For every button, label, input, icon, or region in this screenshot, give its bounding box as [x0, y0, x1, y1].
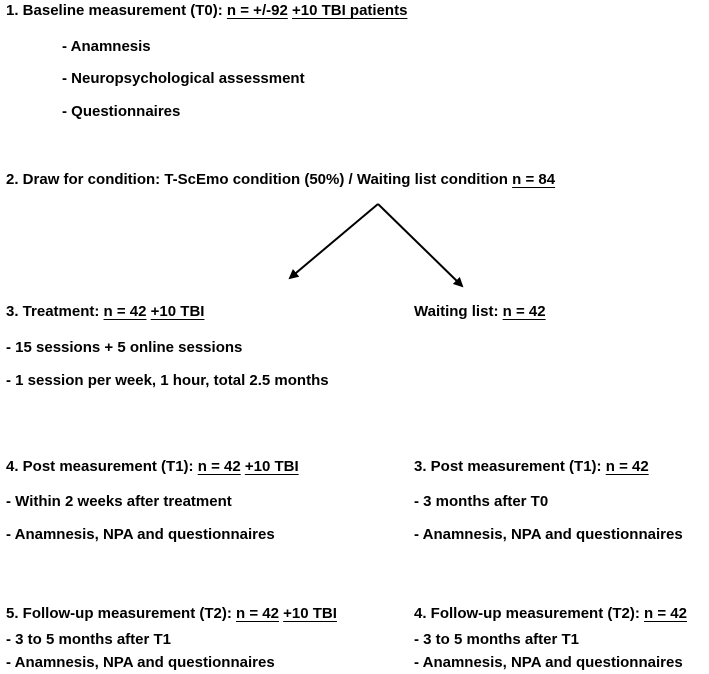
baseline-item-3: - Questionnaires	[62, 103, 181, 120]
draw-heading: 2. Draw for condition:	[6, 171, 161, 188]
follow-right-heading-line	[414, 605, 687, 623]
follow-left-heading-line	[6, 605, 337, 623]
draw-n: n = 84	[512, 171, 556, 188]
treatment-item-1: - 15 sessions + 5 online sessions	[6, 339, 243, 356]
draw-text: T-ScEmo condition (50%) / Waiting list condition	[164, 171, 508, 188]
post-right-item-2: - Anamnesis, NPA and questionnaires	[414, 526, 683, 543]
follow-left-heading: 5. Follow-up measurement (T2):	[6, 605, 232, 622]
treatment-heading: 3. Treatment:	[6, 303, 100, 320]
follow-right-heading: 4. Follow-up measurement (T2):	[414, 605, 640, 622]
treatment-n: n = 42	[103, 303, 147, 320]
waiting-heading-line	[414, 303, 546, 321]
post-right-heading: 3. Post measurement (T1):	[414, 458, 602, 475]
post-right-heading-line	[414, 458, 649, 476]
follow-left-item-2: - Anamnesis, NPA and questionnaires	[6, 654, 275, 671]
treatment-tbi: +10 TBI	[150, 303, 205, 320]
baseline-tbi: +10 TBI patients	[291, 2, 408, 19]
follow-left-item-1: - 3 to 5 months after T1	[6, 631, 172, 648]
follow-left-n: n = 42	[236, 605, 279, 622]
post-left-tbi: +10 TBI	[244, 458, 299, 475]
post-left-heading-line	[6, 458, 299, 476]
follow-right-n: n = 42	[644, 605, 687, 622]
baseline-heading: 1. Baseline measurement (T0):	[6, 2, 223, 19]
waiting-n: n = 42	[502, 303, 546, 320]
follow-right-item-2: - Anamnesis, NPA and questionnaires	[414, 654, 683, 671]
treatment-item-2: - 1 session per week, 1 hour, total 2.5 months	[6, 372, 329, 389]
arrow-left	[290, 204, 378, 278]
baseline-item-1: - Anamnesis	[62, 38, 151, 55]
post-right-n: n = 42	[605, 458, 649, 475]
waiting-heading: Waiting list:	[414, 303, 499, 320]
arrow-right	[378, 204, 462, 286]
post-left-n: n = 42	[197, 458, 241, 475]
post-left-heading: 4. Post measurement (T1):	[6, 458, 194, 475]
post-right-item-1: - 3 months after T0	[414, 493, 549, 510]
post-left-item-1: - Within 2 weeks after treatment	[6, 493, 232, 510]
baseline-n: n = +/-92	[226, 2, 288, 19]
treatment-heading-line	[6, 303, 204, 321]
follow-left-tbi: +10 TBI	[283, 605, 337, 622]
follow-right-item-1: - 3 to 5 months after T1	[414, 631, 580, 648]
post-left-item-2: - Anamnesis, NPA and questionnaires	[6, 526, 275, 543]
baseline-item-2: - Neuropsychological assessment	[62, 70, 305, 87]
